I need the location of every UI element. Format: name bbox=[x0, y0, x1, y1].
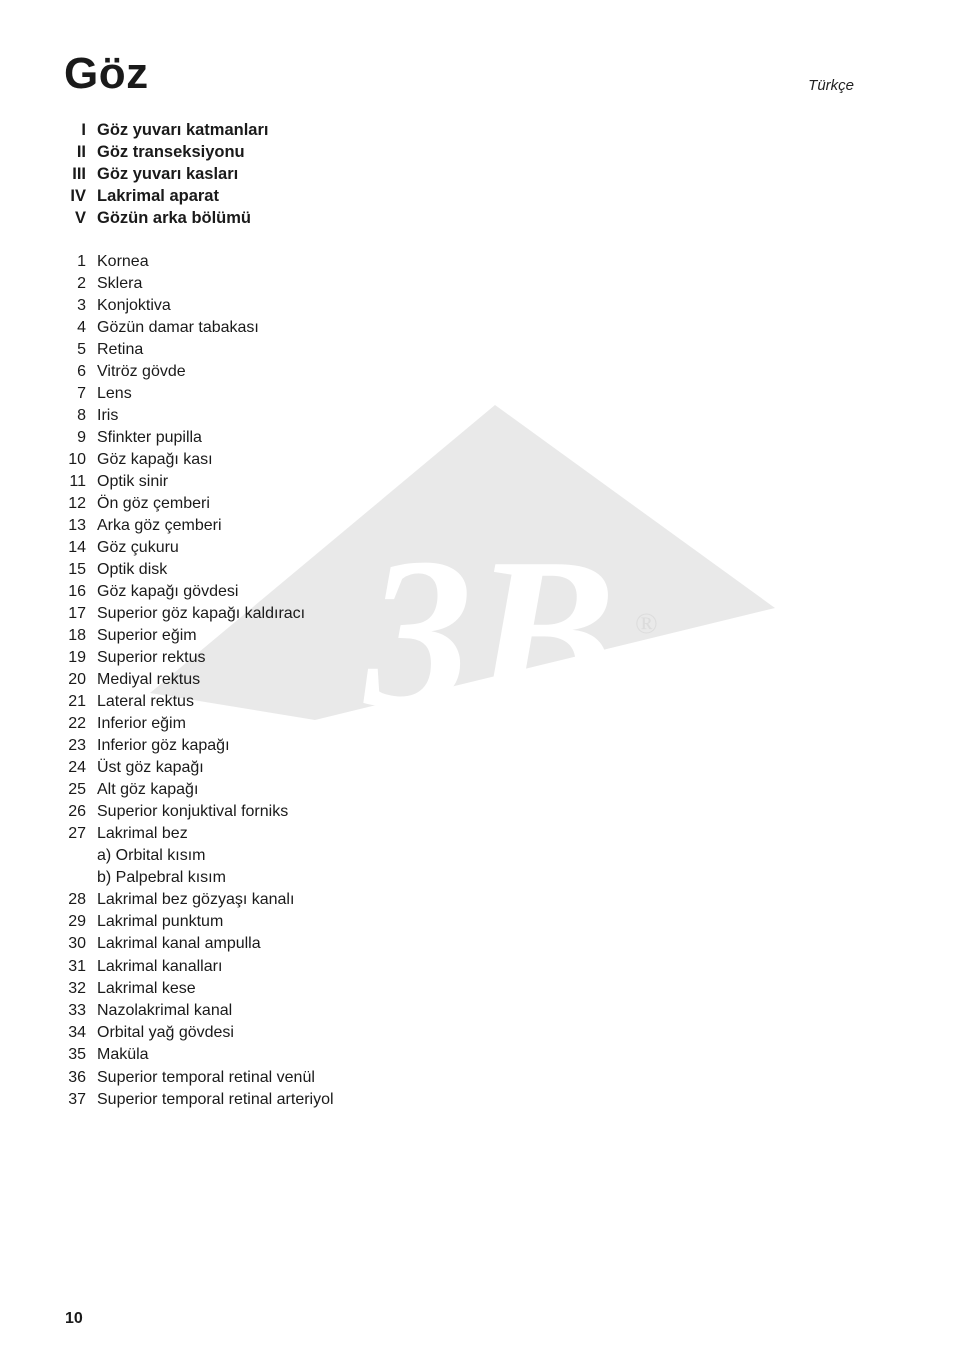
section-label: Lakrimal aparat bbox=[97, 187, 219, 205]
item-label: Üst göz kapağı bbox=[97, 759, 204, 776]
item-label: Superior temporal retinal venül bbox=[97, 1068, 315, 1086]
list-item bbox=[60, 757, 334, 779]
item-number: 15 bbox=[68, 561, 86, 578]
item-number: 3 bbox=[77, 297, 86, 314]
item-label: Alt göz kapağı bbox=[97, 781, 199, 798]
item-number: 27 bbox=[68, 825, 86, 842]
item-label: Superior konjuktival forniks bbox=[97, 803, 289, 820]
item-number: 16 bbox=[68, 583, 86, 600]
item-label: Superior göz kapağı kaldıracı bbox=[97, 605, 306, 622]
item-label: Göz kapağı gövdesi bbox=[97, 583, 239, 600]
item-number: 33 bbox=[68, 1001, 86, 1019]
item-number: 17 bbox=[68, 605, 86, 622]
item-label: Lateral rektus bbox=[97, 693, 194, 710]
item-label: Lakrimal kanalları bbox=[97, 957, 223, 975]
item-label: Iris bbox=[97, 407, 119, 424]
item-number: 6 bbox=[77, 363, 86, 380]
list-item bbox=[60, 647, 334, 669]
section-item bbox=[60, 163, 269, 185]
item-label: b) Palpebral kısım bbox=[97, 869, 226, 886]
item-number: 35 bbox=[68, 1046, 86, 1064]
item-label: Inferior göz kapağı bbox=[97, 737, 230, 754]
item-label: Maküla bbox=[97, 1046, 149, 1064]
item-number: 37 bbox=[68, 1090, 86, 1108]
list-item bbox=[60, 735, 334, 757]
item-label: Göz kapağı kası bbox=[97, 451, 213, 468]
page-title: Göz bbox=[64, 49, 149, 98]
item-label: Arka göz çemberi bbox=[97, 517, 222, 534]
list-item bbox=[60, 427, 334, 449]
section-item bbox=[60, 119, 269, 141]
list-item bbox=[60, 515, 334, 537]
item-label: Superior rektus bbox=[97, 649, 206, 666]
list-item bbox=[60, 251, 334, 273]
item-label: Orbital yağ gövdesi bbox=[97, 1024, 234, 1042]
list-item bbox=[60, 1000, 334, 1022]
item-number: 4 bbox=[77, 319, 86, 336]
list-item bbox=[60, 405, 334, 427]
section-item bbox=[60, 185, 269, 207]
list-item bbox=[60, 339, 334, 361]
item-number: 31 bbox=[68, 957, 86, 975]
item-number: 18 bbox=[68, 627, 86, 644]
item-label: Lakrimal punktum bbox=[97, 913, 224, 931]
list-item bbox=[60, 317, 334, 339]
list-subitem bbox=[60, 867, 334, 889]
list-item bbox=[60, 361, 334, 383]
item-label: Gözün damar tabakası bbox=[97, 319, 259, 336]
list-item bbox=[60, 669, 334, 691]
list-item bbox=[60, 581, 334, 603]
list-item bbox=[60, 449, 334, 471]
item-number: 9 bbox=[77, 429, 86, 446]
list-item bbox=[60, 933, 334, 955]
item-label: Kornea bbox=[97, 253, 149, 270]
item-label: Lakrimal bez bbox=[97, 825, 188, 842]
item-number: 1 bbox=[77, 253, 86, 270]
item-number: 29 bbox=[68, 913, 86, 931]
list-item bbox=[60, 779, 334, 801]
item-number: 28 bbox=[68, 891, 86, 908]
item-label: Optik disk bbox=[97, 561, 168, 578]
item-label: Sfinkter pupilla bbox=[97, 429, 202, 446]
item-label: Optik sinir bbox=[97, 473, 169, 490]
item-label: a) Orbital kısım bbox=[97, 847, 206, 864]
section-numeral: II bbox=[76, 143, 86, 161]
item-label: Vitröz gövde bbox=[97, 363, 186, 380]
item-number: 21 bbox=[68, 693, 86, 710]
item-number: 14 bbox=[68, 539, 86, 556]
list-item bbox=[60, 889, 334, 911]
section-numeral: I bbox=[81, 121, 86, 139]
item-label: Ön göz çemberi bbox=[97, 495, 210, 512]
section-numeral: V bbox=[74, 209, 86, 227]
list-item bbox=[60, 956, 334, 978]
list-item bbox=[60, 383, 334, 405]
item-number: 24 bbox=[68, 759, 86, 776]
item-number: 12 bbox=[68, 495, 86, 512]
list-item bbox=[60, 493, 334, 515]
page-number: 10 bbox=[65, 1310, 83, 1327]
item-number: 10 bbox=[68, 451, 86, 468]
section-label: Göz yuvarı katmanları bbox=[97, 121, 269, 139]
section-label: Gözün arka bölümü bbox=[97, 209, 252, 227]
section-numeral: III bbox=[72, 165, 86, 183]
section-label: Göz yuvarı kasları bbox=[97, 165, 239, 183]
list-item bbox=[60, 1022, 334, 1044]
section-numeral: IV bbox=[70, 187, 86, 205]
list-item bbox=[60, 471, 334, 493]
list-item bbox=[60, 295, 334, 317]
list-item bbox=[60, 911, 334, 933]
item-number: 32 bbox=[68, 979, 86, 997]
item-label: Lakrimal bez gözyaşı kanalı bbox=[97, 891, 295, 908]
list-item bbox=[60, 978, 334, 1000]
list-item bbox=[60, 823, 334, 845]
item-label: Konjoktiva bbox=[97, 297, 171, 314]
item-label: Superior eğim bbox=[97, 627, 197, 644]
list-item bbox=[60, 1044, 334, 1066]
item-number: 11 bbox=[69, 473, 86, 490]
list-item bbox=[60, 559, 334, 581]
list-item bbox=[60, 537, 334, 559]
item-number: 20 bbox=[68, 671, 86, 688]
item-number: 2 bbox=[77, 275, 86, 292]
list-item bbox=[60, 1067, 334, 1089]
item-number: 22 bbox=[68, 715, 86, 732]
item-number: 7 bbox=[77, 385, 86, 402]
list-subitem bbox=[60, 845, 334, 867]
item-number: 30 bbox=[68, 935, 86, 953]
item-number: 13 bbox=[68, 517, 86, 534]
item-label: Sklera bbox=[97, 275, 143, 292]
section-item bbox=[60, 141, 269, 163]
item-label: Superior temporal retinal arteriyol bbox=[97, 1090, 334, 1108]
item-label: Inferior eğim bbox=[97, 715, 186, 732]
item-label: Lakrimal kese bbox=[97, 979, 196, 997]
item-label: Göz çukuru bbox=[97, 539, 179, 556]
language-label: Türkçe bbox=[808, 77, 854, 94]
watermark-registered-mark: ® bbox=[635, 607, 658, 640]
item-label: Lens bbox=[97, 385, 132, 402]
item-number: 23 bbox=[68, 737, 86, 754]
item-number: 8 bbox=[77, 407, 86, 424]
watermark-logo-text: 3B bbox=[365, 513, 616, 725]
item-label: Retina bbox=[97, 341, 144, 358]
list-item bbox=[60, 691, 334, 713]
item-number: 25 bbox=[68, 781, 86, 798]
section-label: Göz transeksiyonu bbox=[97, 143, 245, 161]
section-list bbox=[60, 119, 269, 229]
section-item bbox=[60, 207, 269, 229]
item-label: Mediyal rektus bbox=[97, 671, 201, 688]
item-label: Nazolakrimal kanal bbox=[97, 1001, 233, 1019]
item-number: 19 bbox=[68, 649, 86, 666]
list-item bbox=[60, 801, 334, 823]
list-item bbox=[60, 603, 334, 625]
item-number: 26 bbox=[68, 803, 86, 820]
item-number: 36 bbox=[68, 1068, 86, 1086]
list-item bbox=[60, 1089, 334, 1111]
anatomy-list bbox=[60, 251, 334, 1111]
list-item bbox=[60, 713, 334, 735]
item-label: Lakrimal kanal ampulla bbox=[97, 935, 261, 953]
item-number: 5 bbox=[77, 341, 86, 358]
list-item bbox=[60, 273, 334, 295]
list-item bbox=[60, 625, 334, 647]
item-number: 34 bbox=[68, 1024, 86, 1042]
